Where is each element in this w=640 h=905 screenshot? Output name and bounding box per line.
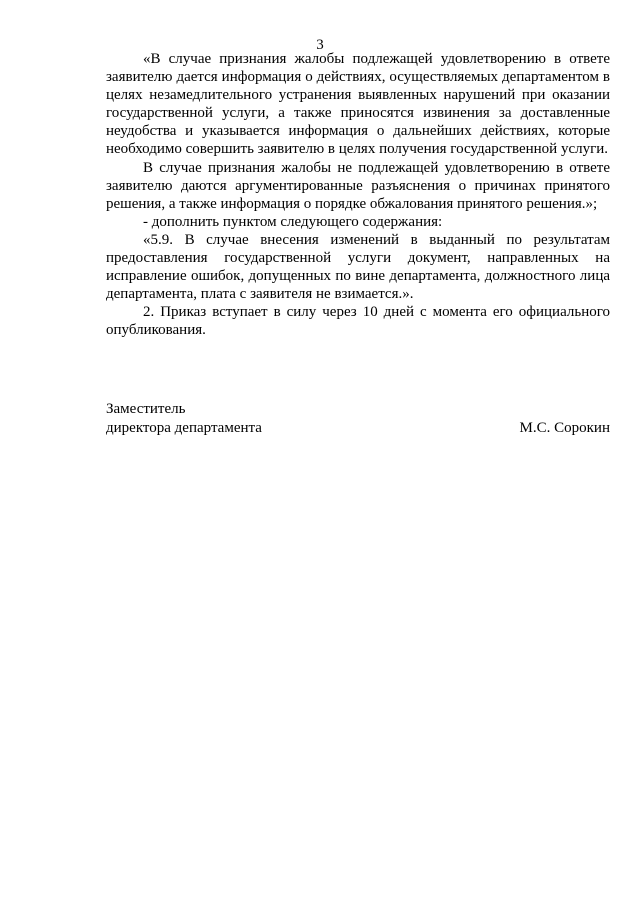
signatory-name: М.С. Сорокин [519, 419, 610, 436]
page-number: 3 [316, 37, 324, 53]
paragraph-clause-5-9: «5.9. В случае внесения изменений в выданный по результатам предоставления государственной услуги документ, направленных на исправление ошибок, допущенных по вине департамента, должностного лица департамента, плата с заявителя не взимается.». [106, 231, 610, 303]
signature-block [106, 400, 610, 437]
document-body [106, 50, 610, 340]
signatory-title-line2: директора департамента [106, 419, 262, 436]
paragraph-add-clause: - дополнить пунктом следующего содержания: [143, 213, 443, 230]
signatory-title-line1: Заместитель [106, 401, 186, 417]
signature-row [106, 419, 610, 438]
paragraph-complaint-satisfied: «В случае признания жалобы подлежащей удовлетворению в ответе заявителю дается информация о действиях, осуществляемых департаментом в целях незамедлительного устранения выявленных нарушений при оказании государственной услуги, а также приносятся извинения за доставленные неудобства и указывается информация о дальнейших действиях, которые необходимо совершить заявителю в целях получения государственной услуги. [106, 51, 610, 158]
paragraph-order-effective: 2. Приказ вступает в силу через 10 дней с момента его официального опубликования. [106, 304, 610, 339]
paragraph-complaint-rejected: В случае признания жалобы не подлежащей удовлетворению в ответе заявителю даются аргументированные разъяснения о причинах принятого решения, а также информация о порядке обжалования принятого решения.»; [106, 159, 610, 212]
